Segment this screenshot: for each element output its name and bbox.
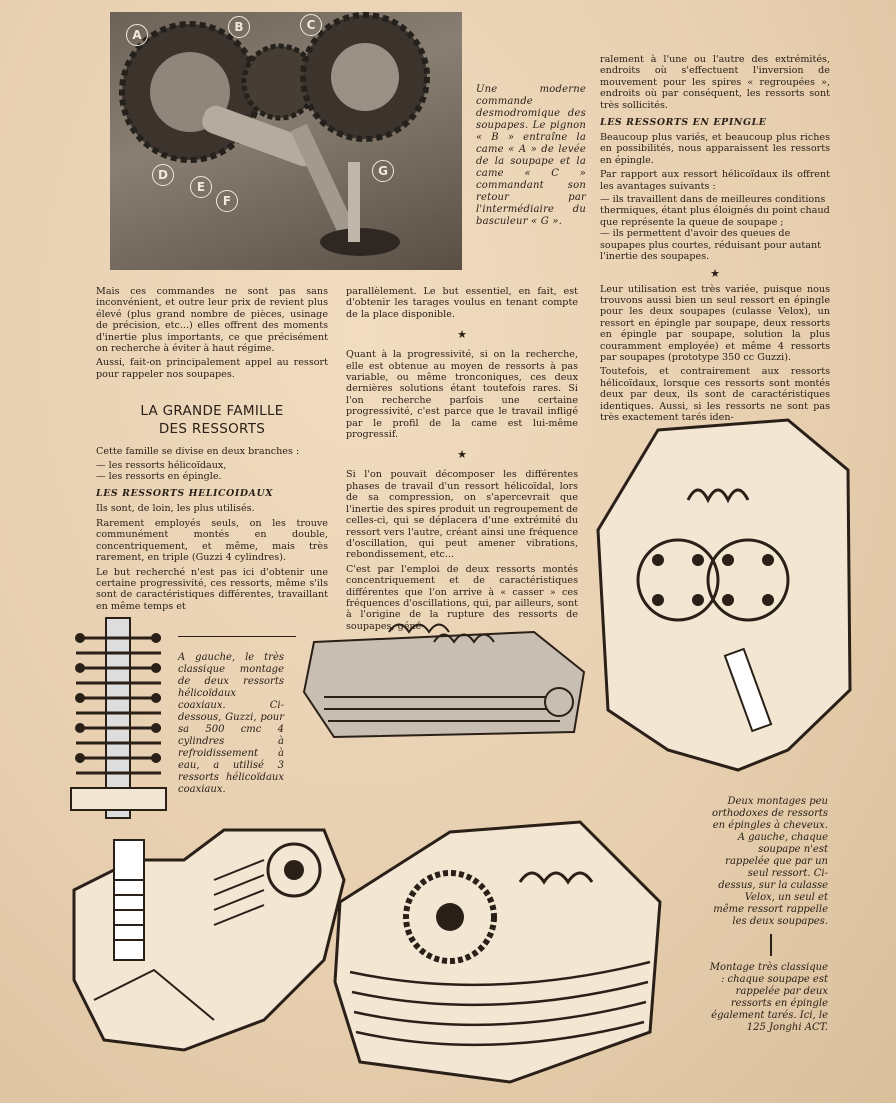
desmodromic-photo bbox=[110, 12, 462, 270]
jonghi-engine-drawing bbox=[330, 812, 670, 1092]
paragraph: Leur utilisation est très variée, puisque nous trouvons aussi bien un seul ressort en épingle pour les deux soupapes (culasse Velox), un ressort en épingle par soupape, deux ressorts en épingle par soupape, solution la plus couramment employée) et même 4 ressorts par soupapes (prototype 350 cc Guzzi). bbox=[600, 283, 830, 363]
photo-caption: Une moderne commande desmodromique des soupapes. Le pignon « B » entraîne la came « A » de levée de la soupape et la came « C » commandant son retour par l'intermédiaire du basculeur « G ». bbox=[476, 84, 586, 227]
paragraph: Toutefois, et contrairement aux ressorts hélicoïdaux, lorsque ces ressorts sont montés deux par deux, ils sont de caractéristiques identiques. Aussi, si les ressorts ne sont pas très exactement tarés iden- bbox=[600, 366, 830, 423]
subhead-epingle: LES RESSORTS EN EPINGLE bbox=[600, 117, 767, 129]
caption-velox: Deux montages peu orthodoxes de ressorts en épingles à cheveux. A gauche, chaque soupape n'est rappelée que par un seul ressort. Ci-dessus, sur la culasse Velox, un seul et même ressort rappelle les deux soupapes. bbox=[712, 796, 828, 927]
list-item: — les ressorts en épingle. bbox=[96, 471, 222, 483]
paragraph: Rarement employés seuls, on les trouve communément montés en double, concentriquement, et même, mais très rarement, en triple (Guzzi 4 cylindres). bbox=[96, 517, 328, 564]
velox-head-drawing bbox=[294, 612, 594, 752]
list-item: — ils travaillent dans de meilleures conditions thermiques, étant plus éloignés du point chaud que représente la queue de soupape ; bbox=[600, 194, 830, 228]
paragraph: parallèlement. Le but essentiel, en fait, est d'obtenir les tarages voulus en tenant compte de la place disponible. bbox=[346, 286, 578, 320]
photo-label-a: A bbox=[126, 24, 148, 46]
caption-rule bbox=[178, 636, 296, 637]
section-heading-line1: LA GRANDE FAMILLE bbox=[140, 403, 284, 420]
paragraph: Cette famille se divise en deux branches : bbox=[96, 446, 300, 458]
list-item: — les ressorts hélicoïdaux, bbox=[96, 459, 227, 471]
coaxial-springs-drawing bbox=[66, 618, 176, 818]
paragraph: Quant à la progressivité, si on la recherche, elle est obtenue au moyen de ressorts à pas variable, ou même tronconiques, ces deux dernières solutions étant toutefois rares. Si l'on recherche parfois une certaine progressivité, c'est parce que le travail infligé par le profil de la came est lui-même progressif. bbox=[346, 349, 578, 441]
paragraph: Ils sont, de loin, les plus utilisés. bbox=[96, 503, 255, 515]
paragraph: Mais ces commandes ne sont pas sans inconvénient, et outre leur prix de revient plus élevé (plus grand nombre de pièces, usinage de précision, etc...) elles offrent des moments d'inertie plus importants, ce que précisément on recherche à éviter à haut régime. bbox=[96, 286, 328, 355]
photo-label-c: C bbox=[300, 14, 322, 36]
caption-jonghi: Montage très classique : chaque soupape est rappelée par deux ressorts en épingle également tarés. Ici, le 125 Jonghi ACT. bbox=[709, 962, 828, 1033]
guzzi-cutaway-drawing bbox=[64, 820, 354, 1090]
col-left bbox=[96, 286, 328, 612]
paragraph: ralement à l'une ou l'autre des extrémités, endroits où s'effectuent l'inversion de mouvement pour les spires « regroupées », endroits où par conséquent, les ressorts sont très sollicités. bbox=[600, 54, 830, 111]
subhead-helicoidaux: LES RESSORTS HELICOIDAUX bbox=[96, 488, 274, 500]
section-heading-line2: DES RESSORTS bbox=[158, 421, 266, 438]
paragraph: Si l'on pouvait décomposer les différentes phases de travail d'un ressort hélicoïdal, lors de sa compression, on s'apercevrait que l'inertie des spires produit un regroupement de celles-ci, qui se déplacera d'une extrémité du ressort vers l'autre, créant ainsi une fréquence d'oscillation, qui peut amener vibrations, rebondissement, etc... bbox=[346, 469, 578, 561]
photo-label-d: D bbox=[152, 164, 174, 186]
caption-rule bbox=[770, 934, 772, 956]
photo-label-f: F bbox=[216, 190, 238, 212]
paragraph: C'est par l'emploi de deux ressorts montés concentriquement et de caractéristiques différentes que l'on arrive à « casser » ces fréquences d'oscillations, qui, par ailleurs, sont à l'origine de la rupture des ressorts de soupapes, géné- bbox=[346, 563, 578, 632]
photo-label-e: E bbox=[190, 176, 212, 198]
star-separator: ★ bbox=[457, 328, 467, 342]
list-item: — ils permettent d'avoir des queues de soupapes plus courtes, réduisant pour autant l'inertie des soupapes. bbox=[600, 228, 821, 263]
paragraph: Le but recherché n'est pas ici d'obtenir une certaine progressivité, ces ressorts, même s'ils sont de caractéristiques différentes, travaillant en même temps et bbox=[96, 566, 328, 612]
photo-label-b: B bbox=[228, 16, 250, 38]
paragraph: Par rapport aux ressort hélicoïdaux ils offrent les avantages suivants : bbox=[600, 169, 830, 192]
photo-label-g: G bbox=[372, 160, 394, 182]
caption-guzzi: A gauche, le très classique montage de deux ressorts hélicoïdaux coaxiaux. Ci-dessous, Guzzi, pour sa 500 cmc 4 cylindres à refroidissement à eau, a utilisé 3 ressorts hélicoïdaux coaxiaux. bbox=[178, 652, 284, 795]
advantages-list bbox=[600, 194, 830, 262]
families-list bbox=[96, 460, 328, 483]
star-separator: ★ bbox=[457, 448, 467, 462]
col-mid bbox=[346, 286, 578, 632]
star-separator: ★ bbox=[710, 266, 720, 280]
paragraph: Aussi, fait-on principalement appel au ressort pour rappeler nos soupapes. bbox=[96, 357, 328, 380]
paragraph: Beaucoup plus variés, et beaucoup plus riches en possibilités, nous apparaissent les ressorts en épingle. bbox=[600, 132, 830, 166]
velox-top-view-drawing bbox=[588, 410, 858, 790]
col-right-top bbox=[600, 54, 830, 423]
gears-illustration bbox=[110, 12, 462, 270]
